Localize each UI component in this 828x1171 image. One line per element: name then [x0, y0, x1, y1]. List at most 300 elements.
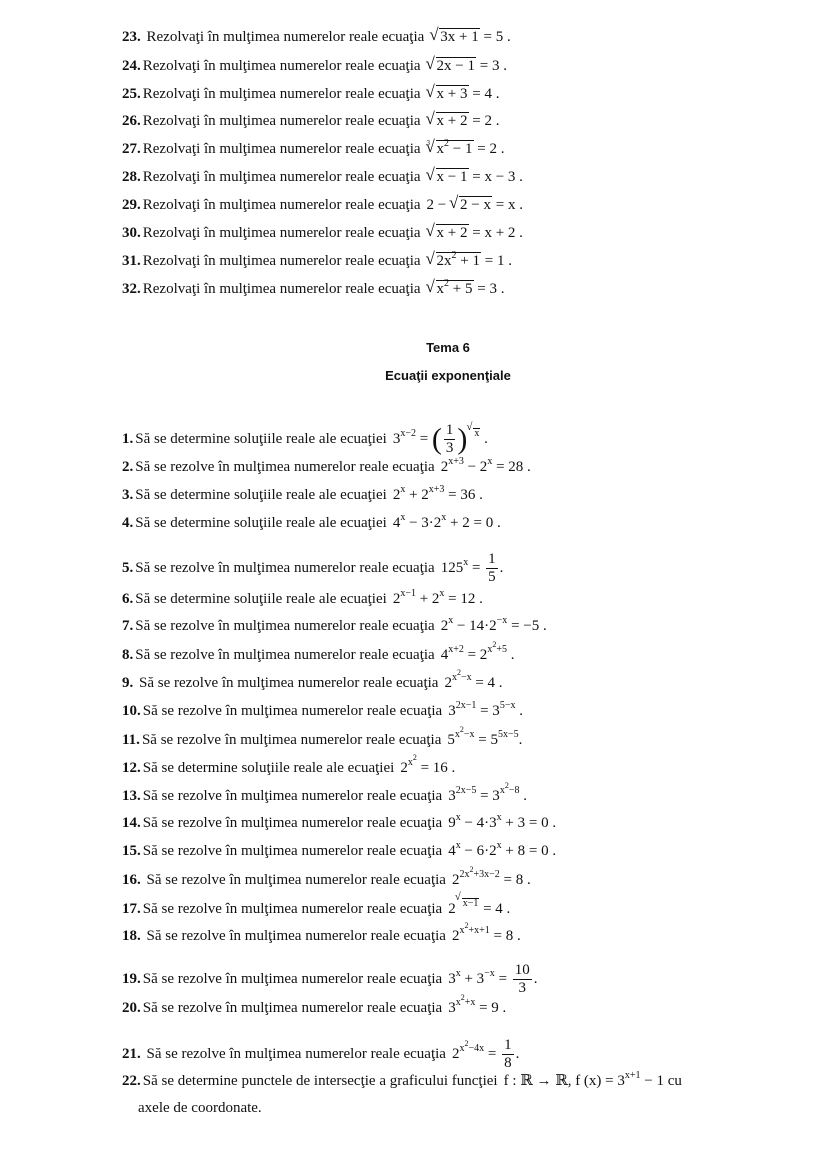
equation — [393, 422, 488, 457]
math-text: − 4·3 — [460, 815, 497, 831]
exercise-item — [122, 57, 507, 75]
exercise-number: 20. — [122, 1000, 141, 1016]
math-text: = x . — [491, 197, 523, 213]
exercise-number: 13. — [122, 788, 141, 804]
math-text: 2 — [459, 725, 464, 734]
exponent — [487, 640, 507, 655]
exponent — [400, 588, 416, 599]
equation — [427, 112, 500, 130]
math-text: 3 — [448, 703, 456, 719]
exponent — [448, 644, 464, 655]
math-text: x + 3 — [436, 86, 468, 102]
exercise-text: Să se rezolve în mulţimea numerelor reale ecuaţia — [135, 675, 439, 691]
equation — [427, 168, 523, 186]
fraction: $\frac{10}{3}$ — [514, 962, 530, 996]
exercise-number: 18. — [122, 928, 141, 944]
math-text: x — [459, 925, 465, 936]
exercise-number: 14. — [122, 815, 141, 831]
math-text: x+2 — [448, 644, 464, 655]
math-text: 2 — [440, 459, 449, 475]
exercise-item — [122, 962, 538, 997]
exercise-number: 1. — [122, 430, 134, 447]
math-text: = 2 . — [473, 141, 505, 157]
exponent — [497, 615, 508, 626]
math-text: 3x + 1 — [440, 29, 479, 45]
math-text: 5x−5 — [498, 729, 519, 740]
math-text: 3 — [448, 970, 456, 987]
math-text: +5 — [496, 644, 507, 655]
cube-root: √ 3 $x^2 - 1$ — [427, 140, 474, 158]
exponent — [459, 865, 500, 880]
exercise-item — [122, 781, 527, 805]
math-text: x — [454, 729, 460, 740]
math-text: x+1 — [624, 1070, 641, 1081]
math-text: = 28 . — [492, 459, 531, 475]
math-text: 3 — [448, 788, 456, 804]
math-text: 5−x — [499, 700, 516, 711]
math-text: x+3 — [448, 456, 464, 467]
equation — [400, 753, 456, 777]
exercise-number: 8. — [122, 647, 134, 663]
equation — [504, 1072, 682, 1090]
math-text: = 3 — [476, 703, 500, 719]
fraction: $\frac{1}{5}$ — [488, 551, 496, 585]
math-text: = 3 — [476, 788, 500, 804]
math-text: 2 — [440, 618, 449, 634]
math-text: 4 — [448, 843, 456, 859]
parenthesized-group: ( $\frac{1}{3}$ ) — [431, 422, 468, 456]
math-text: + 3 — [460, 970, 485, 987]
math-text: x — [496, 840, 502, 851]
math-text: = 2 — [463, 647, 488, 663]
exercise-text: Rezolvaţi în mulţimea numerelor reale ecuaţia — [142, 29, 425, 45]
exercise-number: 24. — [122, 58, 141, 74]
math-text: −x — [496, 615, 508, 626]
exercise-text: Să se rezolve în mulţimea numerelor reale ecuaţia — [135, 459, 435, 475]
math-text: . — [499, 559, 504, 576]
exercise-item — [122, 993, 507, 1017]
exercise-item — [122, 842, 556, 860]
math-text: x — [487, 456, 493, 467]
equation — [427, 224, 523, 242]
exercise-item — [122, 1037, 519, 1072]
exercise-item — [122, 168, 523, 186]
equation — [448, 702, 523, 720]
math-text: x — [436, 281, 445, 297]
exercise-item — [122, 514, 501, 532]
math-text: 2 − — [426, 197, 451, 213]
exponent — [448, 456, 464, 467]
math-text: +3x−2 — [473, 869, 500, 880]
math-text: = — [468, 559, 485, 576]
math-text: x — [455, 997, 461, 1008]
math-text: x — [455, 967, 461, 979]
math-text: 2 — [464, 921, 469, 930]
square-root — [450, 196, 492, 214]
math-text: x — [400, 512, 406, 523]
square-root — [427, 252, 481, 270]
exercise-number: 23. — [122, 29, 141, 45]
math-text: 4 — [440, 647, 449, 663]
math-text: x−1 — [462, 898, 479, 909]
exercise-item — [122, 590, 483, 608]
exercise-item — [122, 921, 521, 945]
math-text: x — [407, 757, 413, 768]
exercise-number: 2. — [122, 459, 134, 475]
exercise-item — [122, 551, 503, 586]
exercise-text: Rezolvaţi în mulţimea numerelor reale ecuaţia — [142, 141, 421, 157]
exercise-22-continuation: axele de coordonate. — [138, 1100, 262, 1116]
square-root — [430, 28, 479, 46]
equation — [441, 617, 547, 635]
exercise-number: 9. — [122, 675, 134, 691]
exercise-number: 10. — [122, 703, 141, 719]
equation — [441, 458, 531, 476]
equation — [427, 280, 505, 298]
math-text: x+3 — [428, 484, 445, 495]
exercise-item — [122, 280, 504, 298]
equation — [427, 85, 500, 103]
math-text: 2 — [448, 901, 456, 917]
math-text: 2 — [492, 640, 497, 649]
math-text: x — [439, 588, 445, 599]
math-text: 2x − 1 — [436, 58, 476, 74]
math-text: = 36 . — [444, 487, 483, 503]
math-text: −x — [463, 729, 475, 740]
exercise-number: 29. — [122, 197, 141, 213]
math-text: . — [515, 703, 523, 719]
math-text: = 4 . — [468, 86, 500, 102]
exercise-number: 30. — [122, 225, 141, 241]
math-text: 2 — [460, 993, 465, 1002]
math-text: = x + 2 . — [468, 225, 523, 241]
exercise-text: Să se rezolve în mulţimea numerelor reale ecuaţia — [135, 618, 435, 634]
exercise-item — [122, 224, 523, 242]
math-text: + 2 — [415, 591, 440, 607]
exponent — [456, 785, 477, 796]
math-text: 2 — [464, 1038, 469, 1048]
fraction: $\frac{1}{8}$ — [504, 1037, 512, 1071]
math-text: . — [533, 970, 538, 987]
exponent — [459, 921, 490, 936]
exercise-text: Să se determine soluţiile reale ale ecuaţiei — [135, 515, 387, 531]
exponent — [407, 753, 417, 768]
math-text: = 1 . — [481, 253, 512, 269]
exercise-text: Să se rezolve în mulţimea numerelor reale ecuaţia — [142, 1000, 443, 1016]
math-text: x−1 — [400, 588, 416, 599]
exercise-number: 7. — [122, 618, 134, 634]
exercise-text: Să se rezolve în mulţimea numerelor reale ecuaţia — [141, 732, 442, 748]
exponent — [455, 993, 476, 1008]
equation — [451, 921, 521, 945]
exercise-number: 15. — [122, 843, 141, 859]
math-text: + 3 = 0 . — [501, 815, 557, 831]
square-root — [427, 280, 474, 298]
math-text: 5 — [447, 732, 455, 748]
exercise-item — [122, 753, 456, 777]
math-text: = 4 . — [471, 675, 503, 691]
math-text: 2 — [400, 760, 408, 776]
math-text: − 2 — [463, 459, 488, 475]
math-text: + 1 — [456, 253, 481, 269]
equation — [427, 252, 512, 270]
math-text: − 1 — [449, 141, 473, 157]
math-text: = 3 . — [473, 281, 505, 297]
square-root — [427, 57, 476, 75]
exercise-text: Să se determine punctele de intersecţie a graficului funcţiei — [142, 1073, 498, 1089]
exercise-item — [122, 702, 523, 720]
math-text: 4 — [392, 515, 401, 531]
exercise-item — [122, 617, 547, 635]
square-root — [427, 85, 469, 103]
math-text: 9 — [448, 815, 456, 831]
math-text: + 2 = 0 . — [446, 515, 501, 531]
math-text: + 5 — [449, 281, 473, 297]
exponent — [500, 700, 516, 711]
math-text: − 3·2 — [405, 515, 442, 531]
math-text: 2x−1 — [455, 700, 477, 711]
exercise-number: 32. — [122, 281, 141, 297]
exercise-text: Să se rezolve în mulţimea numerelor reale ecuaţia — [142, 815, 443, 831]
math-text: = 3 . — [476, 58, 507, 74]
math-text: 2 — [451, 872, 460, 888]
math-text: x — [474, 427, 480, 439]
math-text: 125 — [440, 559, 464, 576]
math-text: 2 — [451, 250, 457, 261]
exercise-text: Să se rezolve în mulţimea numerelor reale ecuaţia — [142, 928, 446, 944]
exercise-number: 25. — [122, 86, 141, 102]
exercise-text: Să se rezolve în mulţimea numerelor reale ecuaţia — [135, 647, 435, 663]
exercise-text: Rezolvaţi în mulţimea numerelor reale ecuaţia — [142, 225, 421, 241]
math-text: 2 — [456, 668, 461, 677]
exercise-text: Să se determine soluţiile reale ale ecuaţiei — [135, 487, 387, 503]
exercise-text: Să se rezolve în mulţimea numerelor reale ecuaţia — [142, 901, 443, 917]
exercise-text: Rezolvaţi în mulţimea numerelor reale ecuaţia — [142, 197, 421, 213]
exercise-number: 31. — [122, 253, 141, 269]
math-text: = — [484, 1045, 501, 1062]
exponent — [454, 725, 475, 740]
exponent — [499, 781, 520, 796]
math-text: + 2 — [405, 487, 429, 503]
exponent — [456, 700, 477, 711]
equation — [451, 865, 531, 889]
exercise-text: Rezolvaţi în mulţimea numerelor reale ecuaţia — [142, 58, 421, 74]
exponent — [484, 968, 495, 979]
math-text: = 9 . — [475, 1000, 507, 1016]
math-text: = x − 3 . — [468, 169, 523, 185]
exercise-number: 22. — [122, 1073, 141, 1089]
exercise-item — [122, 814, 556, 832]
math-text: −x — [484, 967, 495, 979]
math-text: x + 2 — [436, 113, 468, 129]
exercise-number: 4. — [122, 515, 134, 531]
exercise-item — [122, 140, 504, 158]
math-text: x — [459, 1042, 465, 1054]
exponent — [451, 668, 472, 683]
math-text: 2x−5 — [455, 785, 477, 796]
math-text: f : ℝ → ℝ, f (x) = 3 — [503, 1073, 625, 1089]
exercise-number: 6. — [122, 591, 134, 607]
exercise-item — [122, 112, 499, 130]
exercise-text: Să se determine soluţiile reale ale ecuaţiei — [142, 760, 395, 776]
equation — [444, 668, 503, 692]
exponent — [498, 729, 519, 740]
math-text: x — [451, 672, 457, 683]
math-text: 2 — [451, 1045, 460, 1062]
exercise-number: 21. — [122, 1045, 141, 1062]
math-text: x — [448, 615, 454, 626]
exercise-number: 5. — [122, 559, 134, 576]
math-text: x — [487, 644, 493, 655]
exercise-number: 12. — [122, 760, 141, 776]
equation — [393, 486, 483, 504]
square-root — [427, 112, 469, 130]
math-text: x — [463, 556, 469, 568]
equation — [440, 640, 515, 664]
equation — [448, 814, 556, 832]
math-text: 2 — [412, 753, 417, 762]
equation — [447, 725, 523, 749]
exercise-text: Rezolvaţi în mulţimea numerelor reale ecuaţia — [142, 86, 421, 102]
math-text: 2 — [392, 487, 401, 503]
exercise-number: 3. — [122, 487, 134, 503]
math-text: 2 — [504, 781, 509, 790]
math-text: +x — [464, 997, 476, 1008]
math-text: x−2 — [400, 427, 416, 439]
math-text: x — [436, 141, 445, 157]
exercise-number: 19. — [122, 970, 141, 987]
math-text: = 12 . — [444, 591, 483, 607]
math-text: 3 — [448, 1000, 456, 1016]
exponent — [400, 428, 416, 439]
equation — [427, 196, 523, 214]
exercise-text: Să se rezolve în mulţimea numerelor reale ecuaţia — [142, 872, 446, 888]
math-text: 3 — [392, 430, 401, 447]
math-text: x — [499, 785, 505, 796]
exercise-text: Rezolvaţi în mulţimea numerelor reale ecuaţia — [142, 113, 421, 129]
math-text: −x — [460, 672, 472, 683]
exercise-item — [122, 28, 511, 46]
math-text: = — [494, 970, 511, 987]
exercise-item — [122, 865, 531, 889]
equation — [441, 551, 504, 586]
exercise-text: Rezolvaţi în mulţimea numerelor reale ecuaţia — [142, 253, 421, 269]
fraction: $\frac{1}{3}$ — [445, 422, 454, 456]
exponent — [429, 484, 445, 495]
square-root — [467, 428, 480, 439]
exercise-item — [122, 458, 531, 476]
math-text: − 1 cu — [640, 1073, 682, 1089]
math-text: 2 − x — [460, 197, 491, 213]
math-text: = 4 . — [479, 901, 511, 917]
equation — [430, 28, 510, 46]
math-text: = 8 . — [499, 872, 531, 888]
math-text: x — [496, 812, 502, 823]
exercise-number: 26. — [122, 113, 141, 129]
math-text: 2 — [392, 591, 401, 607]
math-text: x — [455, 812, 461, 823]
exponent — [625, 1070, 641, 1081]
math-text: x + 2 — [436, 225, 468, 241]
math-text: = 16 . — [416, 760, 456, 776]
exercise-text: Să se rezolve în mulţimea numerelor reale ecuaţia — [142, 970, 443, 987]
exercise-item — [122, 85, 499, 103]
math-text: = 8 . — [489, 928, 521, 944]
exponent — [467, 428, 480, 439]
exercise-item — [122, 668, 503, 692]
exercise-text: Să se rezolve în mulţimea numerelor reale ecuaţia — [142, 703, 443, 719]
exercise-text: Să se determine soluţiile reale ale ecuaţiei — [135, 430, 387, 447]
exercise-text: Să se rezolve în mulţimea numerelor reale ecuaţia — [142, 1045, 446, 1062]
math-text: 2x — [436, 253, 452, 269]
math-text: 2 — [444, 675, 452, 691]
exponent — [456, 898, 480, 909]
equation — [448, 781, 527, 805]
math-text: = 5 . — [479, 29, 511, 45]
math-text: 2x — [459, 869, 470, 880]
equation — [448, 962, 537, 997]
math-text: = −5 . — [507, 618, 547, 634]
math-text: . — [506, 647, 515, 663]
exercise-item — [122, 898, 510, 918]
math-text: = 2 . — [468, 113, 500, 129]
math-text: 2 — [451, 928, 460, 944]
section-title: Tema 6 — [426, 340, 470, 355]
math-text: + 8 = 0 . — [501, 843, 557, 859]
math-text: +x+1 — [468, 925, 490, 936]
math-text: x − 1 — [436, 169, 468, 185]
exercise-number: 28. — [122, 169, 141, 185]
exercise-text: Să se determine soluţiile reale ale ecuaţiei — [135, 591, 387, 607]
exercise-text: Rezolvaţi în mulţimea numerelor reale ecuaţia — [142, 169, 421, 185]
math-text: −8 — [508, 785, 520, 796]
equation — [427, 140, 505, 158]
math-text: 2 — [444, 278, 450, 289]
exercise-number: 11. — [122, 732, 140, 748]
equation — [448, 993, 507, 1017]
section-subtitle: Ecuaţii exponenţiale — [385, 368, 511, 383]
math-text: − 6·2 — [460, 843, 497, 859]
exercise-item — [122, 1072, 682, 1090]
exercise-text: Să se rezolve în mulţimea numerelor reale ecuaţia — [135, 559, 435, 576]
equation — [452, 1037, 519, 1072]
math-text: 2 — [444, 138, 450, 149]
math-text: = — [415, 430, 432, 447]
exercise-item — [122, 196, 523, 214]
exercise-number: 17. — [122, 901, 141, 917]
equation — [448, 898, 510, 918]
exercise-text: Să se rezolve în mulţimea numerelor reale ecuaţia — [142, 843, 443, 859]
exercise-item — [122, 422, 488, 457]
math-text: x — [455, 840, 461, 851]
square-root — [456, 898, 480, 909]
equation — [448, 842, 556, 860]
math-text: x — [441, 512, 447, 523]
math-text: = 5 — [474, 732, 498, 748]
exercise-text: Să se rezolve în mulţimea numerelor reale ecuaţia — [142, 788, 443, 804]
exercise-item — [122, 252, 512, 270]
exercise-text: Rezolvaţi în mulţimea numerelor reale ecuaţia — [142, 281, 421, 297]
exercise-number: 27. — [122, 141, 141, 157]
square-root — [427, 224, 469, 242]
math-text: 2 — [469, 865, 474, 874]
exercise-number: 16. — [122, 872, 141, 888]
equation — [393, 590, 483, 608]
math-text: −4x — [468, 1042, 485, 1054]
equation — [427, 57, 507, 75]
exercise-item — [122, 486, 483, 504]
math-text: . — [519, 788, 527, 804]
